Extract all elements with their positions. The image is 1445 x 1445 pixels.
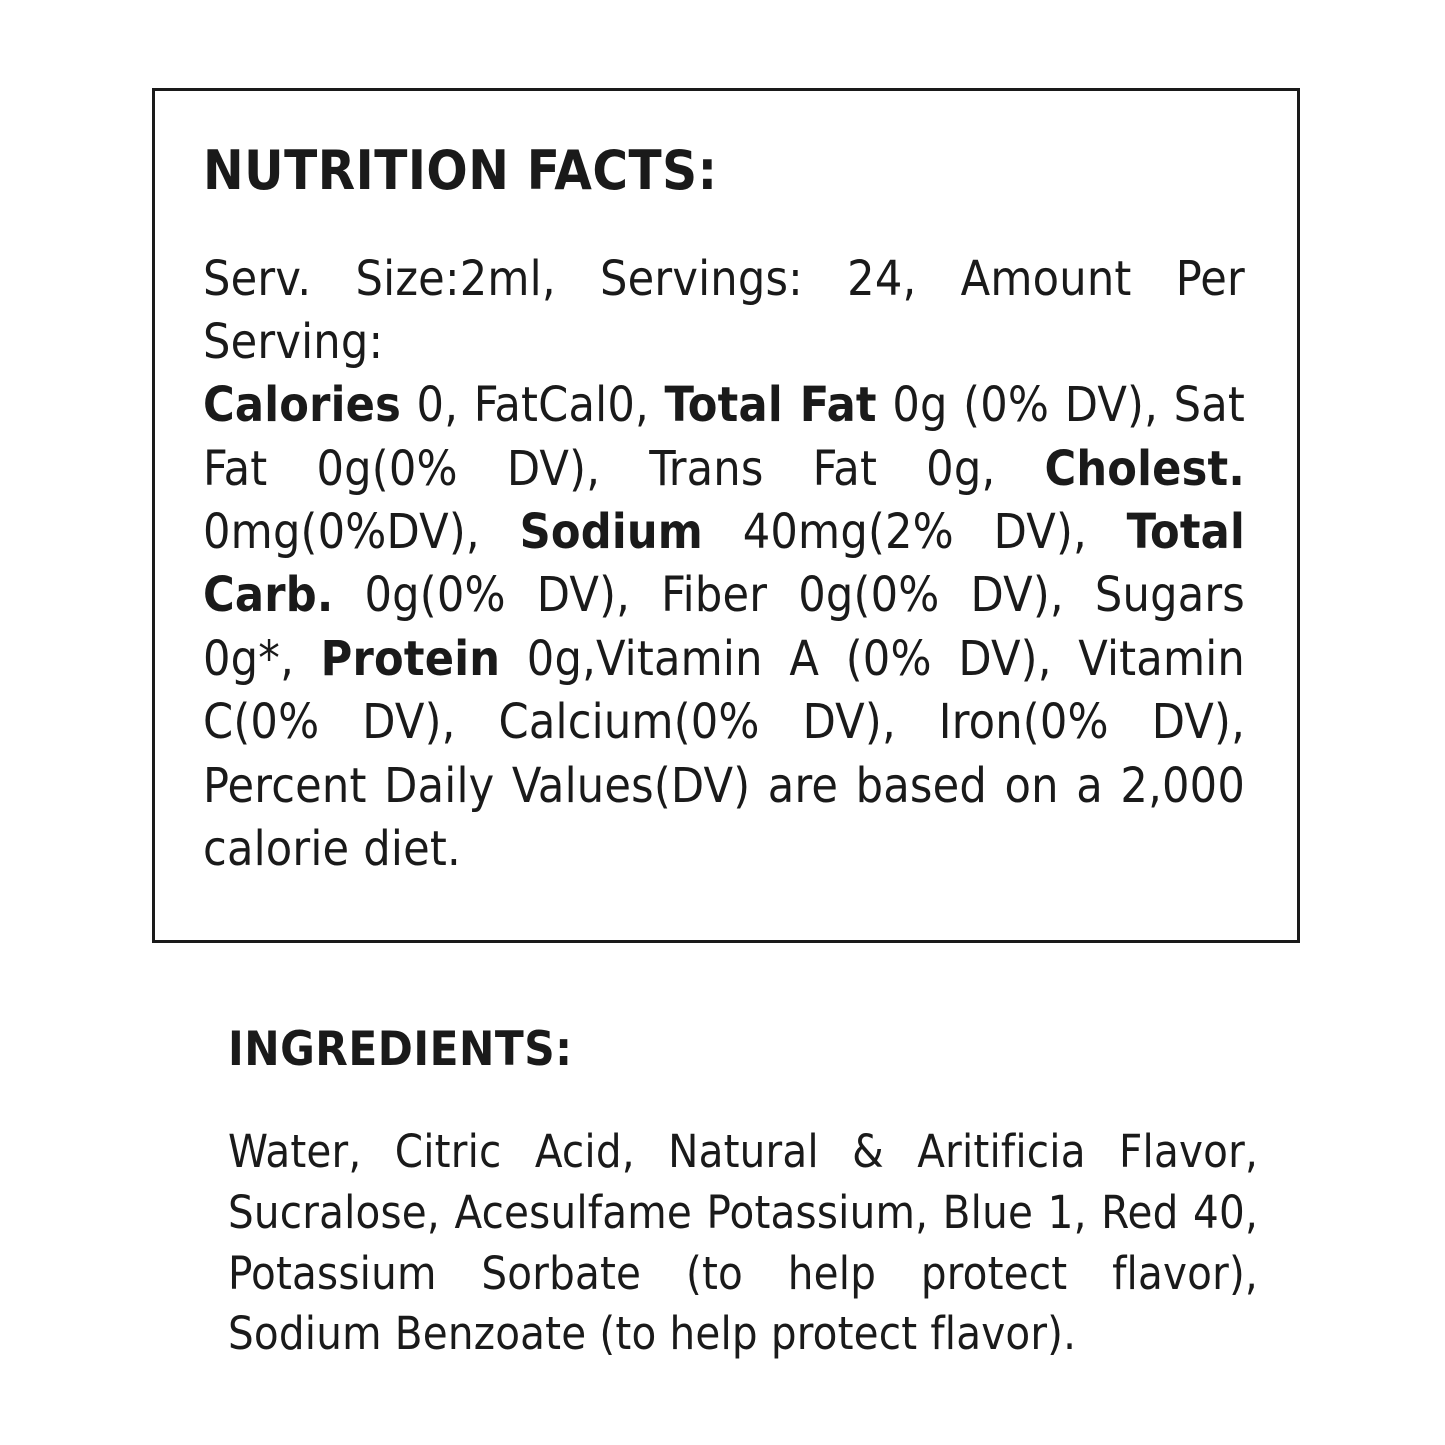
cholesterol-value: 0mg(0%DV), (203, 504, 520, 561)
ingredients-section (228, 1022, 1258, 1410)
total-carb-label: Total Carb. (203, 504, 1245, 624)
nutrition-facts-title: NUTRITION FACTS: (203, 139, 718, 202)
ingredients-title: INGREDIENTS: (228, 1022, 573, 1077)
total-fat-label: Total Fat (664, 377, 877, 434)
nutrition-facts-body (203, 248, 1245, 882)
calories-value: 0, FatCal0, (400, 377, 665, 434)
serving-info: Serv. Size:2ml, Servings: 24, Amount Per Serving: (203, 250, 1245, 371)
cholesterol-label: Cholest. (1044, 440, 1245, 497)
protein-and-vitamins-value: 0g,Vitamin A (0% DV), Vitamin C(0% DV), Calcium(0% DV), Iron(0% DV), Percent Daily Values(DV) are based on a 2,000 calorie diet. (203, 630, 1245, 877)
calories-label: Calories (203, 377, 401, 434)
total-carb-value: 0g(0% DV), Fiber 0g(0% DV), Sugars 0g*, (203, 567, 1245, 687)
protein-label: Protein (320, 630, 501, 687)
ingredients-text: Water, Citric Acid, Natural & Aritificia Flavor, Sucralose, Acesulfame Potassium, Blue 1, Red 40, Potassium Sorbate (to help protect flavor), Sodium Benzoate (to help protect flavor). (228, 1125, 1258, 1361)
total-fat-value: 0g (0% DV), Sat Fat 0g(0% DV), Trans Fat 0g, (203, 377, 1245, 497)
sodium-value: 40mg(2% DV), (703, 504, 1127, 561)
sodium-label: Sodium (519, 504, 703, 561)
nutrition-facts-panel (152, 88, 1300, 943)
